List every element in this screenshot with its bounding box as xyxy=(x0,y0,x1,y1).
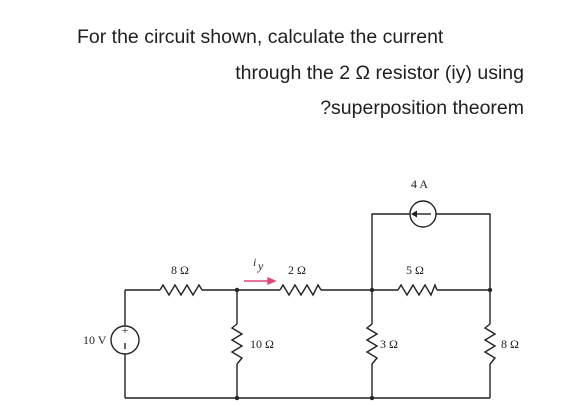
r3-label: 3 Ω xyxy=(380,337,398,351)
source-voltage-label: 10 V xyxy=(83,333,107,347)
current-iy-arrow xyxy=(244,278,275,284)
current-source-label: 4 A xyxy=(411,177,429,191)
voltage-source xyxy=(111,323,139,354)
node-e xyxy=(370,396,374,400)
r2-label: 2 Ω xyxy=(288,263,306,277)
current-label: i xyxy=(253,255,257,269)
node-b xyxy=(370,288,374,292)
node-d xyxy=(235,396,239,400)
circuit-diagram xyxy=(0,150,576,407)
r8-right-label: 8 Ω xyxy=(501,337,519,351)
resistor-8-right xyxy=(485,324,495,364)
resistor-2 xyxy=(280,285,321,295)
node-c xyxy=(488,288,492,292)
question-line-1: For the circuit shown, calculate the current xyxy=(77,26,444,48)
question-line-3: ?superposition theorem xyxy=(320,97,524,119)
circuit-wires xyxy=(125,214,490,398)
r5-label: 5 Ω xyxy=(406,263,424,277)
resistor-3 xyxy=(367,324,377,364)
resistor-10 xyxy=(232,324,242,364)
resistor-8-left xyxy=(160,285,202,295)
current-source xyxy=(410,201,436,227)
source-plus-sign: + xyxy=(121,323,129,337)
current-subscript: y xyxy=(258,259,264,273)
question-line-2: through the 2 Ω resistor (iy) using xyxy=(235,62,524,84)
node-a xyxy=(235,288,239,292)
r8-left-label: 8 Ω xyxy=(171,263,189,277)
resistor-5 xyxy=(398,285,437,295)
r10-label: 10 Ω xyxy=(250,337,274,351)
question-text xyxy=(0,0,576,130)
